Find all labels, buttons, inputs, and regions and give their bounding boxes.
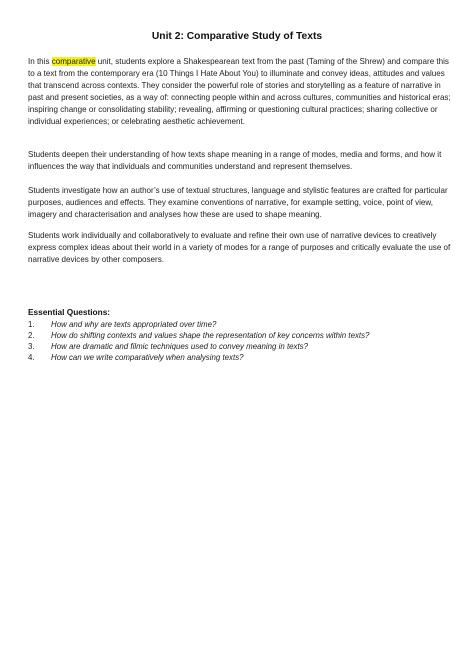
paragraph-understanding: Students deepen their understanding of how texts shape meaning in a range of modes, media and forms, and how it influences the way that individuals and communities understand and represent themselves. [28,150,442,172]
question-number: 1. [28,320,35,329]
document-title: Unit 2: Comparative Study of Texts [151,31,323,42]
highlighted-word: comparative [51,57,96,66]
paragraph-narrative-devices: Students work individually and collaboratively to evaluate and refine their own use of narrative devices to creatively express complex ideas about their world in a variety of modes for a range of purposes and critically evaluate the use of narrative devices by other composers. [28,231,451,265]
question-text: How and why are texts appropriated over time? [51,320,217,329]
question-number: 2. [28,331,35,340]
list-item [28,352,448,363]
list-item [28,341,448,352]
question-number: 3. [28,342,35,351]
essential-questions-heading: Essential Questions: [28,307,111,317]
intro-paragraph [28,56,452,129]
question-text: How can we write comparatively when analysing texts? [51,353,244,362]
intro-text-after: unit, students explore a Shakespearean text from the past (Taming of the Shrew) and compare this to a text from the contemporary era (10 Things I Hate About You) to illuminate and convey ideas, attitudes and values that transcend across contexts. They consider the powerful role of stories and storytelling as a feature of narrative in past and present societies, as a way of: connecting people within and across cultures, communities and historical eras; inspiring change or consolidating stability; revealing, affirming or questioning cultural practices; sharing collective or individual experiences; or celebrating aesthetic achievement. [28,57,451,127]
list-item [28,330,448,341]
question-number: 4. [28,353,35,362]
question-text: How do shifting contexts and values shape the representation of key concerns within texts? [51,331,370,340]
paragraph-textual-structures: Students investigate how an author’s use of textual structures, language and stylistic features are crafted for particular purposes, audiences and effects. They examine conventions of narrative, for example setting, voice, point of view, imagery and characterisation and analyses how these are used to shape meaning. [28,186,448,220]
list-item [28,319,448,330]
intro-text-before: In this [28,57,52,66]
essential-questions-list [28,319,448,363]
question-text: How are dramatic and filmic techniques used to convey meaning in texts? [51,342,309,351]
